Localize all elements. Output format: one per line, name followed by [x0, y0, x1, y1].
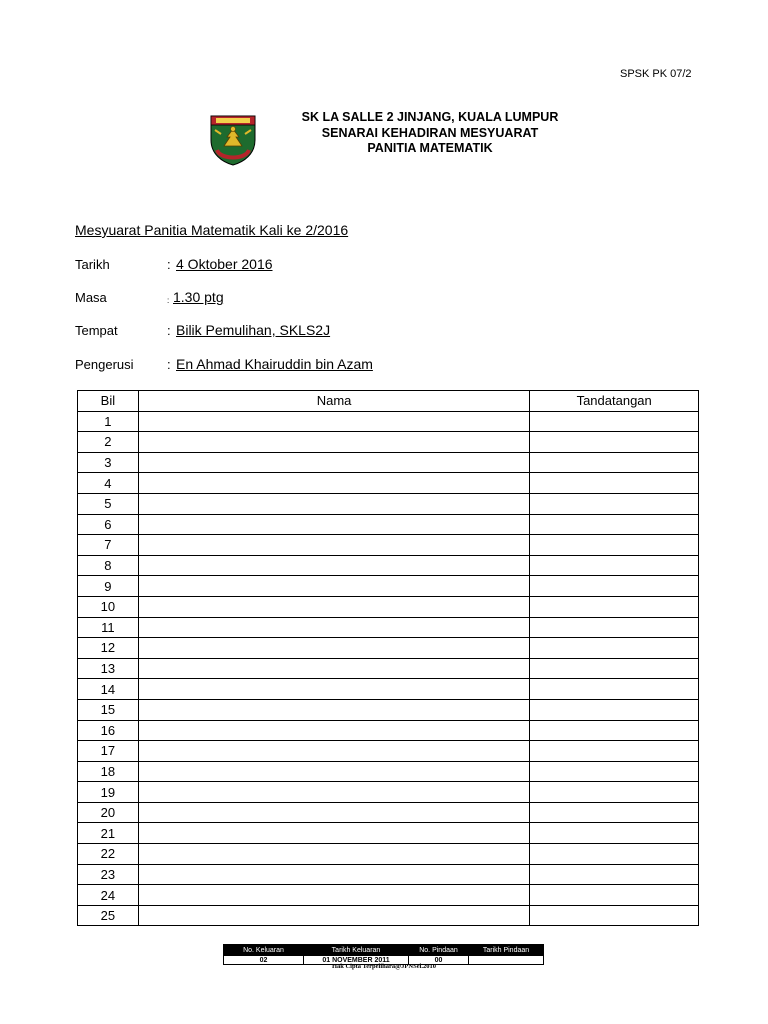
- row-number: 20: [78, 802, 139, 823]
- name-cell[interactable]: [138, 658, 530, 679]
- venue-colon: :: [167, 323, 171, 338]
- signature-cell[interactable]: [530, 782, 699, 803]
- row-number: 25: [78, 905, 139, 926]
- row-number: 10: [78, 596, 139, 617]
- signature-cell[interactable]: [530, 720, 699, 741]
- signature-cell[interactable]: [530, 514, 699, 535]
- row-number: 21: [78, 823, 139, 844]
- name-cell[interactable]: [138, 905, 530, 926]
- committee-name: PANITIA MATEMATIK: [367, 141, 493, 155]
- attendance-row: [78, 741, 699, 762]
- name-cell[interactable]: [138, 864, 530, 885]
- signature-cell[interactable]: [530, 864, 699, 885]
- attendance-row: [78, 782, 699, 803]
- name-cell[interactable]: [138, 782, 530, 803]
- attendance-row: [78, 514, 699, 535]
- row-number: 6: [78, 514, 139, 535]
- signature-cell[interactable]: [530, 905, 699, 926]
- row-number: 15: [78, 699, 139, 720]
- venue-value: Bilik Pemulihan, SKLS2J: [176, 322, 331, 338]
- attendance-row: [78, 432, 699, 453]
- attendance-row: [78, 576, 699, 597]
- row-number: 23: [78, 864, 139, 885]
- row-number: 4: [78, 473, 139, 494]
- date-label: Tarikh: [75, 257, 110, 272]
- chair-value: En Ahmad Khairuddin bin Azam: [176, 356, 373, 372]
- attendance-row: [78, 679, 699, 700]
- name-cell[interactable]: [138, 555, 530, 576]
- name-cell[interactable]: [138, 596, 530, 617]
- attendance-row: [78, 823, 699, 844]
- signature-cell[interactable]: [530, 844, 699, 865]
- meeting-title: Mesyuarat Panitia Matematik Kali ke 2/2016: [75, 222, 349, 238]
- name-cell[interactable]: [138, 885, 530, 906]
- issue-date-value: 01 NOVEMBER 2011: [304, 956, 409, 965]
- signature-cell[interactable]: [530, 535, 699, 556]
- attendance-row: [78, 905, 699, 926]
- document-title: SENARAI KEHADIRAN MESYUARAT: [321, 125, 539, 140]
- row-number: 16: [78, 720, 139, 741]
- name-cell[interactable]: [138, 452, 530, 473]
- name-cell[interactable]: [138, 844, 530, 865]
- column-header-nama: Nama: [138, 391, 530, 412]
- document-reference: SPSK PK 07/2: [620, 68, 692, 80]
- name-cell[interactable]: [138, 802, 530, 823]
- chair-colon: :: [167, 357, 171, 372]
- signature-cell[interactable]: [530, 617, 699, 638]
- name-cell[interactable]: [138, 617, 530, 638]
- row-number: 5: [78, 493, 139, 514]
- date-value: 4 Oktober 2016: [176, 256, 273, 272]
- attendance-row: [78, 411, 699, 432]
- name-cell[interactable]: [138, 576, 530, 597]
- signature-cell[interactable]: [530, 679, 699, 700]
- attendance-row: [78, 535, 699, 556]
- signature-cell[interactable]: [530, 596, 699, 617]
- time-label: Masa: [75, 290, 107, 305]
- document-heading: [270, 110, 590, 157]
- name-cell[interactable]: [138, 514, 530, 535]
- name-cell[interactable]: [138, 699, 530, 720]
- attendance-row: [78, 699, 699, 720]
- amendment-no-header: No. Pindaan: [409, 945, 469, 956]
- school-name: SK LA SALLE 2 JINJANG, KUALA LUMPUR: [301, 110, 559, 124]
- name-cell[interactable]: [138, 432, 530, 453]
- signature-cell[interactable]: [530, 432, 699, 453]
- attendance-row: [78, 473, 699, 494]
- name-cell[interactable]: [138, 823, 530, 844]
- signature-cell[interactable]: [530, 452, 699, 473]
- row-number: 19: [78, 782, 139, 803]
- row-number: 12: [78, 638, 139, 659]
- row-number: 24: [78, 885, 139, 906]
- attendance-row: [78, 802, 699, 823]
- signature-cell[interactable]: [530, 658, 699, 679]
- attendance-row: [78, 658, 699, 679]
- attendance-row: [78, 617, 699, 638]
- venue-label: Tempat: [75, 323, 118, 338]
- row-number: 14: [78, 679, 139, 700]
- row-number: 8: [78, 555, 139, 576]
- signature-cell[interactable]: [530, 473, 699, 494]
- signature-cell[interactable]: [530, 802, 699, 823]
- name-cell[interactable]: [138, 638, 530, 659]
- name-cell[interactable]: [138, 411, 530, 432]
- row-number: 17: [78, 741, 139, 762]
- time-colon: :: [167, 296, 170, 305]
- row-number: 13: [78, 658, 139, 679]
- name-cell[interactable]: [138, 535, 530, 556]
- row-number: 2: [78, 432, 139, 453]
- name-cell[interactable]: [138, 720, 530, 741]
- attendance-body: [78, 411, 699, 926]
- name-cell[interactable]: [138, 493, 530, 514]
- signature-cell[interactable]: [530, 411, 699, 432]
- name-cell[interactable]: [138, 473, 530, 494]
- time-value: 1.30 ptg: [173, 289, 224, 305]
- attendance-row: [78, 864, 699, 885]
- attendance-row: [78, 493, 699, 514]
- row-number: 1: [78, 411, 139, 432]
- name-cell[interactable]: [138, 741, 530, 762]
- column-header-bil: Bil: [78, 391, 139, 412]
- signature-cell[interactable]: [530, 761, 699, 782]
- signature-cell[interactable]: [530, 741, 699, 762]
- name-cell[interactable]: [138, 761, 530, 782]
- attendance-row: [78, 844, 699, 865]
- attendance-table: [77, 390, 699, 926]
- signature-cell[interactable]: [530, 576, 699, 597]
- attendance-row: [78, 555, 699, 576]
- attendance-row: [78, 720, 699, 741]
- attendance-row: [78, 596, 699, 617]
- signature-cell[interactable]: [530, 493, 699, 514]
- column-header-tandatangan: Tandatangan: [530, 391, 699, 412]
- chair-label: Pengerusi: [75, 357, 134, 372]
- attendance-header-row: [78, 391, 699, 412]
- attendance-row: [78, 885, 699, 906]
- amendment-date-header: Tarikh Pindaan: [469, 945, 544, 956]
- date-colon: :: [167, 257, 171, 272]
- row-number: 22: [78, 844, 139, 865]
- revision-table: [223, 944, 544, 965]
- signature-cell[interactable]: [530, 638, 699, 659]
- row-number: 3: [78, 452, 139, 473]
- attendance-row: [78, 638, 699, 659]
- amendment-no-value: 00: [409, 956, 469, 965]
- row-number: 11: [78, 617, 139, 638]
- signature-cell[interactable]: [530, 823, 699, 844]
- attendance-row: [78, 452, 699, 473]
- row-number: 9: [78, 576, 139, 597]
- signature-cell[interactable]: [530, 699, 699, 720]
- name-cell[interactable]: [138, 679, 530, 700]
- school-crest-icon: [208, 110, 258, 166]
- signature-cell[interactable]: [530, 885, 699, 906]
- row-number: 7: [78, 535, 139, 556]
- copyright-notice: Hak Cipta Terpelihara@JPNSel.2010: [331, 963, 437, 970]
- attendance-row: [78, 761, 699, 782]
- signature-cell[interactable]: [530, 555, 699, 576]
- issue-no-value: 02: [224, 956, 304, 965]
- issue-no-header: No. Keluaran: [224, 945, 304, 956]
- revision-header-row: [224, 945, 544, 956]
- issue-date-header: Tarikh Keluaran: [304, 945, 409, 956]
- row-number: 18: [78, 761, 139, 782]
